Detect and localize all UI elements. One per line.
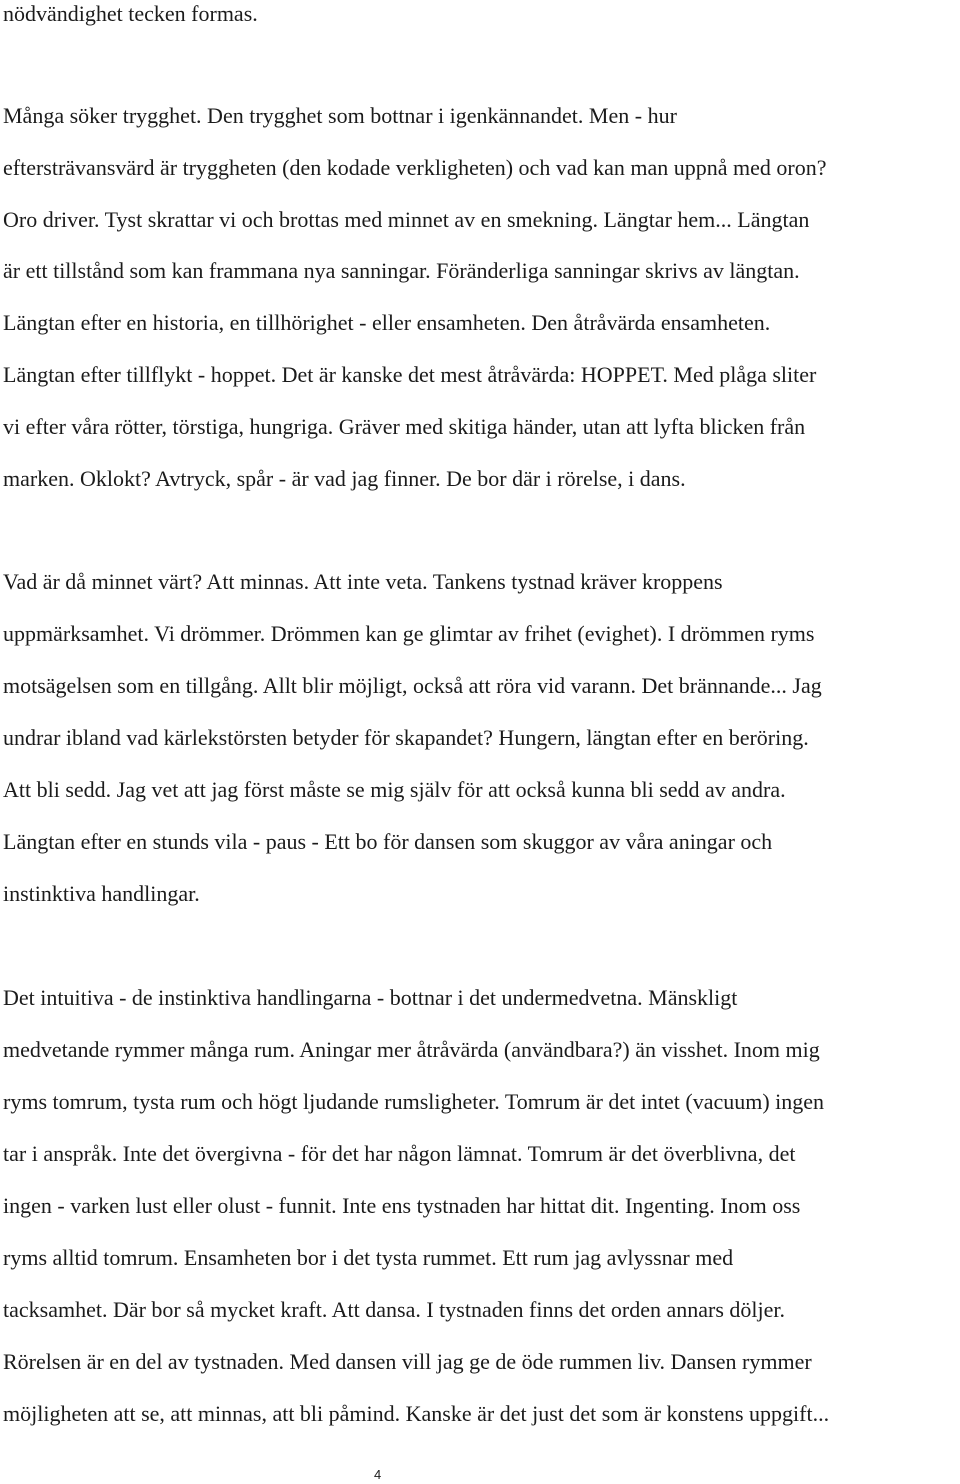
text-line: ryms tomrum, tysta rum och högt ljudande rumsligheter. Tomrum är det intet (vacuum) ingen bbox=[3, 1089, 825, 1114]
page-number: 4 bbox=[374, 1467, 382, 1482]
text-line: ryms alltid tomrum. Ensamheten bor i det tysta rummet. Ett rum jag avlyssnar med bbox=[3, 1245, 734, 1270]
text-line: Att bli sedd. Jag vet att jag först måste se mig själv för att också kunna bli sedd av andra. bbox=[3, 777, 786, 802]
text-line: medvetande rymmer många rum. Aningar mer åtråvärda (användbara?) än visshet. Inom mig bbox=[3, 1037, 820, 1062]
text-line: är ett tillstånd som kan frammana nya sanningar. Föränderliga sanningar skrivs av längtan. bbox=[3, 258, 800, 283]
text-line: Rörelsen är en del av tystnaden. Med dansen vill jag ge de öde rummen liv. Dansen rymmer bbox=[3, 1349, 812, 1374]
text-line: instinktiva handlingar. bbox=[3, 881, 200, 906]
text-line: Oro driver. Tyst skrattar vi och brottas med minnet av en smekning. Längtar hem... Längtan bbox=[3, 207, 810, 232]
text-line: uppmärksamhet. Vi drömmer. Drömmen kan ge glimtar av frihet (evighet). I drömmen ryms bbox=[3, 621, 815, 646]
text-line: möjligheten att se, att minnas, att bli påmind. Kanske är det just det som är konstens uppgift... bbox=[3, 1401, 830, 1426]
text-line: motsägelsen som en tillgång. Allt blir möjligt, också att röra vid varann. Det brännande... Jag bbox=[3, 673, 822, 698]
text-line: vi efter våra rötter, törstiga, hungriga. Gräver med skitiga händer, utan att lyfta blicken från bbox=[3, 414, 806, 439]
text-line: eftersträvansvärd är tryggheten (den kodade verkligheten) och vad kan man uppnå med oron? bbox=[3, 155, 827, 180]
text-line: tacksamhet. Där bor så mycket kraft. Att dansa. I tystnaden finns det orden annars döljer. bbox=[3, 1297, 785, 1322]
text-line: tar i anspråk. Inte det övergivna - för det har någon lämnat. Tomrum är det överblivna, det bbox=[3, 1141, 796, 1166]
text-line: undrar ibland vad kärlekstörsten betyder för skapandet? Hungern, längtan efter en beröring. bbox=[3, 725, 809, 750]
text-line: Många söker trygghet. Den trygghet som bottnar i igenkännandet. Men - hur bbox=[3, 103, 677, 128]
text-line: nödvändighet tecken formas. bbox=[3, 1, 258, 26]
text-line: Det intuitiva - de instinktiva handlingarna - bottnar i det undermedvetna. Mänskligt bbox=[3, 985, 738, 1010]
text-line: Längtan efter en historia, en tillhörighet - eller ensamheten. Den åtråvärda ensamheten. bbox=[3, 310, 771, 335]
text-line: marken. Oklokt? Avtryck, spår - är vad jag finner. De bor där i rörelse, i dans. bbox=[3, 466, 686, 491]
text-line: ingen - varken lust eller olust - funnit. Inte ens tystnaden har hittat dit. Ingenting. Inom oss bbox=[3, 1193, 801, 1218]
text-line: Vad är då minnet värt? Att minnas. Att inte veta. Tankens tystnad kräver kroppens bbox=[3, 569, 723, 594]
text-line: Längtan efter tillflykt - hoppet. Det är kanske det mest åtråvärda: HOPPET. Med plåga sliter bbox=[3, 362, 817, 387]
text-line: Längtan efter en stunds vila - paus - Ett bo för dansen som skuggor av våra aningar och bbox=[3, 829, 773, 854]
